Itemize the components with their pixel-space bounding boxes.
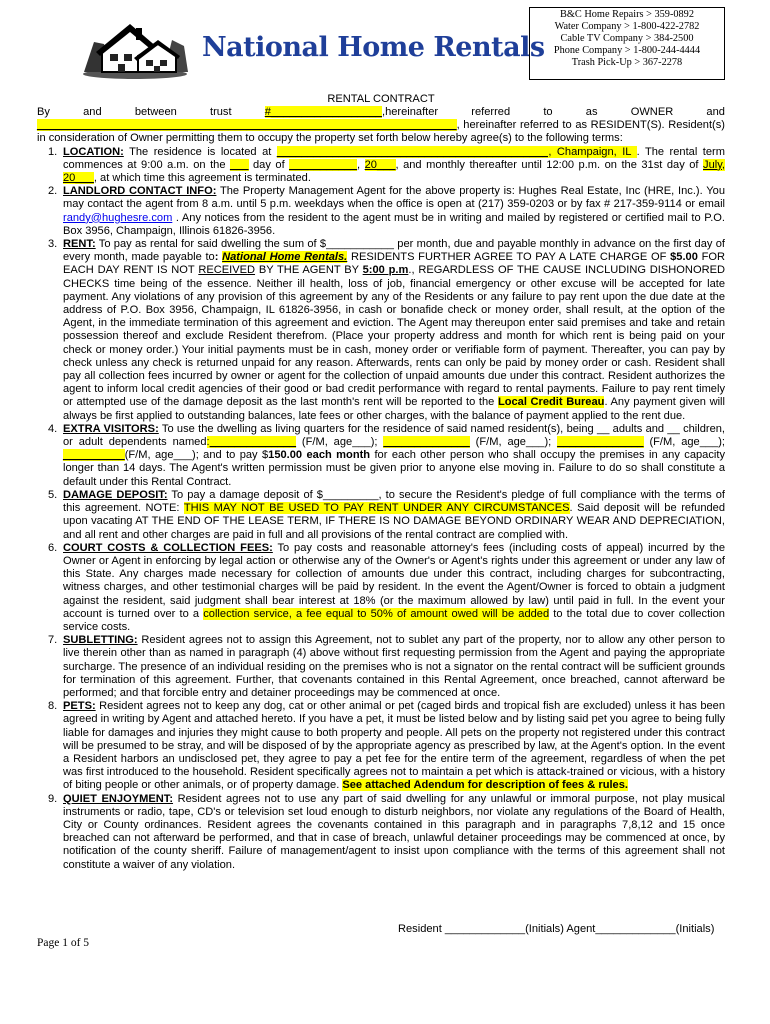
term-location: 1. LOCATION: The residence is located at ____________________________________________, Champaign, IL . The rental term commences at 9:00 a.m. on the ___ day of ___________, 20___, and monthly thereafter until 12:00 p.m. on the 31st day of July, 20___, at which time this agreement is terminated. xyxy=(48,145,726,185)
page-number: Page 1 of 5 xyxy=(37,937,90,949)
term-heading: SUBLETTING: xyxy=(63,634,138,647)
contract-body xyxy=(37,93,725,872)
start-day-field[interactable]: ___ xyxy=(230,158,249,171)
dependent-name-field[interactable]: __________ xyxy=(63,449,125,462)
dependent-name-field[interactable]: ______________ xyxy=(557,436,644,449)
term-heading: EXTRA VISITORS: xyxy=(63,422,159,435)
term-heading: RENT: xyxy=(63,238,96,251)
payee-name: National Home Rentals. xyxy=(222,251,348,264)
houses-logo-icon xyxy=(80,20,190,82)
term-landlord-contact: 2. LANDLORD CONTACT INFO: The Property Management Agent for the above property is: Hughes Real Estate, Inc (HRE, Inc.). You may contact the agent from 8 a.m. until 5 p.m. weekdays when the office is open at (217) 359-0203 or by fax # 217-359-9114 or email randy@hughesre.com . Any notices from the resident to the agent must be in writing and mailed by registered or certified mail to P.O. Box 3956, Champaign, Illinois 61826-3956. xyxy=(48,185,725,237)
dependent-name-field[interactable]: ______________ xyxy=(209,436,297,449)
term-damage-deposit: 5. DAMAGE DEPOSIT: To pay a damage deposit of $_________, to secure the Resident's pledge of full compliance with the terms of this agreement. NOTE: THIS MAY NOT BE USED TO PAY RENT UNDER ANY CIRCUMSTANCES. Said deposit will be refunded upon vacating AT THE END OF THE LEASE TERM, IF THERE IS NO DAMAGE BEYOND ORDINARY WEAR AND DEPRECIATION, and all rent and other charges are paid in full and all provisions of the rental contract are complied with. xyxy=(48,488,726,541)
resident-name-field[interactable]: ____________________________________________________________________ xyxy=(37,119,457,132)
contract-title: RENTAL CONTRACT xyxy=(327,93,435,105)
utility-contacts-box xyxy=(529,7,725,80)
term-extra-visitors: 4. EXTRA VISITORS: To use the dwelling as living quarters for the residence of said named resident(s), being __ adults and __ children, or adult dependents named:______________ (F/M, age___); ______________ (F/M, age___); ______________ (F/M, age___); __________(F/M, age___); and to pay $150.00 each month for each other person who shall occupy the premises in any capacity longer than 14 days. The Agent's written permission must be given prior to anyone else moving in. Failure to do so shall constitute a default under this Rental Contract. xyxy=(48,422,726,488)
initials-line[interactable]: Resident _____________(Initials) Agent_____________(Initials) xyxy=(398,923,715,935)
term-heading: LOCATION: xyxy=(63,145,124,158)
term-subletting: 7. SUBLETTING: Resident agrees not to assign this Agreement, not to sublet any part of the property, nor to allow any other person to live therein other than as named in paragraph (4) above without first requesting permission from the Agent and paying the appropriate surcharge. The presence of an individual residing on the premises who is not a signator on the rental contract will be sufficient grounds for termination of this agreement. Further, that covenants contained in this Rental Agreement, once breached, cannot afterward be performed; and that forcible entry and detainer proceedings may be commenced at once. xyxy=(48,634,725,699)
term-heading: COURT COSTS & COLLECTION FEES: xyxy=(63,541,273,554)
end-date-field[interactable]: July, 20___ xyxy=(63,158,726,185)
utility-contact: Water Company > 1-800-422-2782 xyxy=(554,21,700,32)
utility-contact: Trash Pick-Up > 367-2278 xyxy=(571,57,683,68)
company-name: National Home Rentals xyxy=(202,32,545,63)
term-pets: 8. PETS: Resident agrees not to keep any dog, cat or other animal or pet (caged birds and tropical fish are excluded) unless it has been agreed in writing by Agent and attached hereto. If you have a pet, it must be listed below and by listing said pet you agree to being fully liable for damages and injuries they might cause to both property and people. All pets on the property not registered under this contract will be presumed to be stray, and will be disposed of by the appropriate agency as prescribed by law, at the Agent's option. In the event a Resident harbors an undisclosed pet, they agree to pay a pet fee for the entire term of the agreement, regardless of when the pet was first introduced to the household. Resident specifically agrees not to maintain a pet which is attack-trained or vicious, with a history of biting people or other animals, or of property damage. See attached Adendum for description of fees & rules. xyxy=(48,700,725,792)
term-rent: 3. RENT: To pay as rental for said dwelling the sum of $___________ per month, due and payable monthly in advance on the first day of every month, made payable to: National Home Rentals. RESIDENTS FURTHER AGREE TO PAY A LATE CHARGE OF $5.00 FOR EACH DAY RENT IS NOT RECEIVED BY THE AGENT BY 5:00 p.m., REGARDLESS OF THE CAUSE INCLUDING DISHONORED CHECKS time being of the essence. Neither ill health, loss of job, financial emergency or other excuse will be accepted for late payment. Any violations of any provision of this agreement by any of the Residents or any failure to pay rent upon the due date at the address of P.O. Box 3956, Champaign, IL 61826-3956, in cash or bonafide check or money order, shall result, at the option of the Agent, in the immediate termination of this agreement and eviction. The Agent may thereupon enter said premises and take and retain possession thereof and exclude Resident therefrom. (Place your property address and month for which rent is being paid on your check or money order.) Your initial payments must be in cash, money order or verifiable form of payment. Thereafter, you can pay by check unless any check is returned unpaid for any reason. Afterwards, rents can only be paid by money order or cash. Resident shall pay all collection fees incurred by owner or agent for the collection of unpaid amounts due under this contract. Resident authorizes the agent to inform local credit agencies of their good or bad credit performance with regard to rental payments. Failure to pay rent timely or attempted use of the damage deposit as the last month's rent will be reported to the Local Credit Bureau. Any payment given will always be first applied to outstanding balances, late fees or other charges, with the balance of payment applied to the rent due. xyxy=(48,238,726,422)
address-field[interactable]: ____________________________________________ xyxy=(276,145,549,158)
intro-paragraph: ____________________________________________________________________, hereinafter referred to as RESIDENT(S). Resident(s) in consideration of Owner permitting them to occupy the property set forth below hereby agree(s) to the following terms: xyxy=(37,119,725,145)
term-court-costs: 6. COURT COSTS & COLLECTION FEES: To pay costs and reasonable attorney's fees (including costs of appeal) incurred by the Owner or Agent in enforcing by legal action or otherwise any of the Owner's or Agent's rights under this agreement or under any law of this State. Any charges made necessary for collection of amounts due under this contract, including charges for subcontracting, witness charges, and other testimonial charges will be paid by resident. In the event the Agent/Owner is forced to obtain a judgment against the resident, said judgment shall bear interest at 18% (or the maximum allowed by law) until paid in full. In the event your account is turned over to a collection service, a fee equal to 50% of amount owed will be added to the total due to cover collection service costs. xyxy=(48,541,725,633)
term-heading: PETS: xyxy=(63,700,96,713)
term-heading: QUIET ENJOYMENT: xyxy=(63,792,174,805)
agent-email-link[interactable]: randy@hughesre.com xyxy=(63,211,173,224)
utility-contact: Cable TV Company > 384-2500 xyxy=(560,33,694,44)
letterhead xyxy=(0,0,770,92)
trust-number-field[interactable]: #__________________ xyxy=(264,106,382,118)
utility-contact: Phone Company > 1-800-244-4444 xyxy=(553,45,701,56)
utility-contact: B&C Home Repairs > 359-0892 xyxy=(560,9,694,20)
term-quiet-enjoyment: 9. QUIET ENJOYMENT: Resident agrees not to use any part of said dwelling for any unlawful or immoral purpose, not play musical instruments or radio, tape, CD's or television set loud enough to disturb neighbors, nor violate any regulations of the Board of Health, City or County ordinances. Resident agrees the covenants contained in this paragraph and in paragraphs 7,8,12 and 15 once breached can not afterward be performed, and that in case of breach, unlawful detainer proceedings may be commenced at once, by notification of the county sheriff. Failure of management/agent to insist upon compliance with the terms of this agreement shall not constitute a waiver of any violation. xyxy=(48,792,725,871)
deposit-amount-field[interactable]: _________ xyxy=(322,488,379,501)
intro-line: By and between trust #__________________,hereinafter referred to as OWNER and xyxy=(37,106,725,118)
term-heading: DAMAGE DEPOSIT: xyxy=(63,488,168,501)
rent-amount-field[interactable]: ___________ xyxy=(326,238,394,251)
contract-terms xyxy=(37,146,725,872)
dependent-name-field[interactable]: ______________ xyxy=(383,436,470,449)
start-month-field[interactable]: ___________ xyxy=(289,158,358,171)
term-heading: LANDLORD CONTACT INFO: xyxy=(63,185,217,198)
start-year-field[interactable]: 20___ xyxy=(364,158,396,171)
